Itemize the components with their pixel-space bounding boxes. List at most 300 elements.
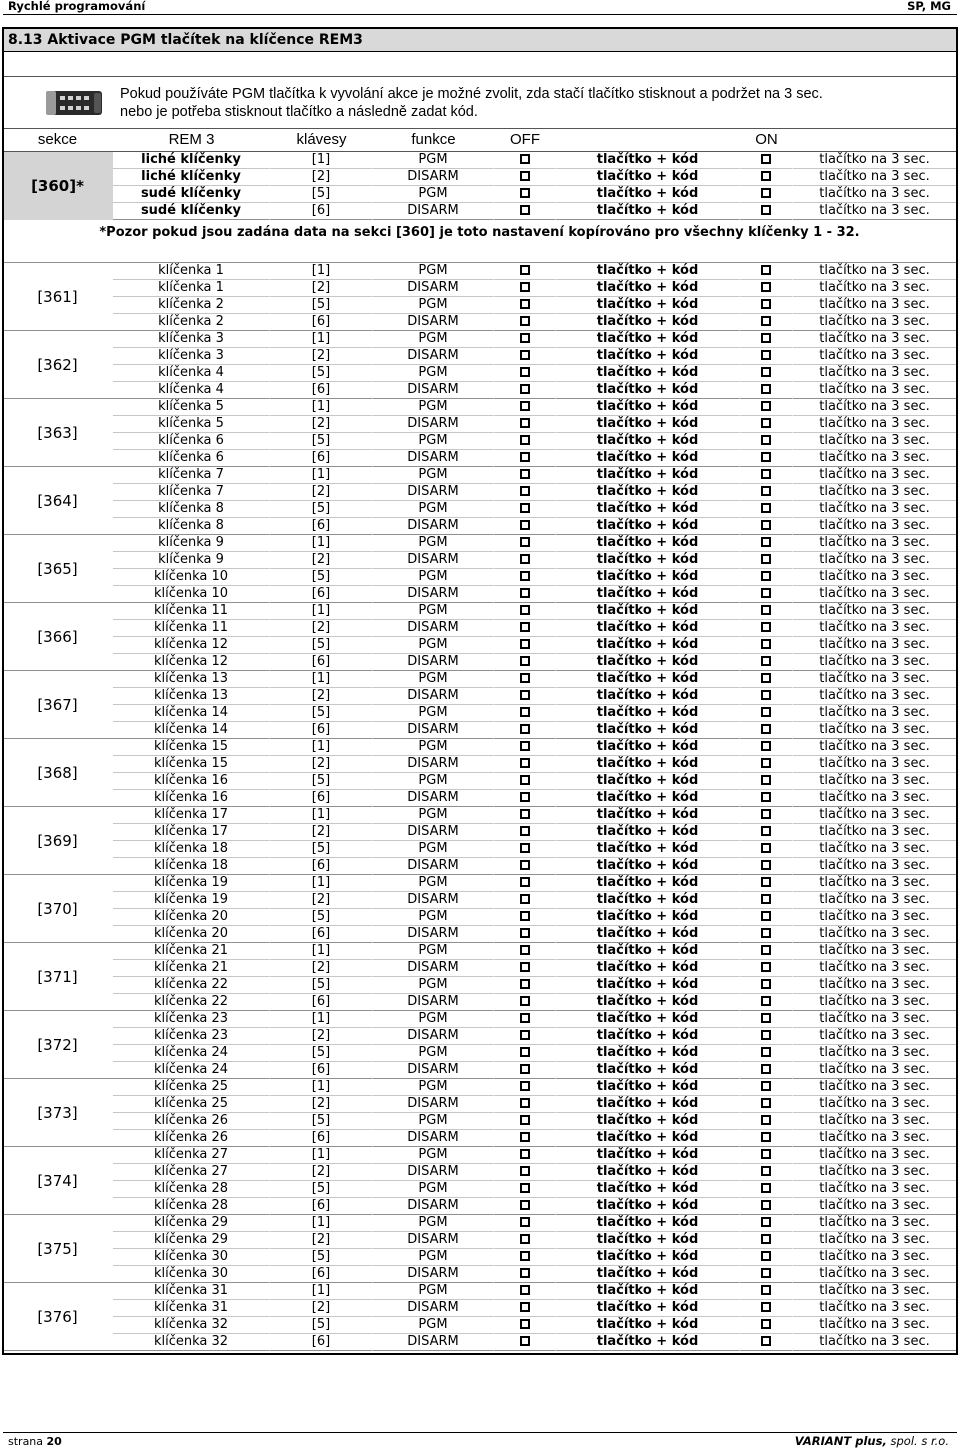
table-row bbox=[113, 433, 957, 450]
on-checkbox bbox=[761, 171, 771, 181]
table-row bbox=[113, 297, 957, 314]
table-row bbox=[113, 1164, 957, 1181]
section-group bbox=[2, 943, 957, 1011]
off-checkbox-cell bbox=[494, 1096, 556, 1113]
option-code-label: tlačítko + kód bbox=[556, 1334, 740, 1351]
on-checkbox-cell bbox=[740, 1283, 793, 1300]
off-checkbox bbox=[520, 171, 530, 181]
key-code: [2] bbox=[270, 620, 373, 637]
table-row bbox=[113, 892, 957, 909]
key-code: [2] bbox=[270, 824, 373, 841]
function-name: DISARM bbox=[373, 960, 494, 977]
on-checkbox bbox=[761, 469, 771, 479]
on-checkbox bbox=[761, 979, 771, 989]
on-checkbox bbox=[761, 911, 771, 921]
option-hold-label: tlačítko na 3 sec. bbox=[793, 688, 957, 705]
intro-line: nebo je potřeba stisknout tlačítko a následně zadat kód. bbox=[120, 104, 478, 120]
on-checkbox-cell bbox=[740, 824, 793, 841]
keyfob-name: klíčenka 25 bbox=[113, 1079, 270, 1096]
option-code-label: tlačítko + kód bbox=[556, 1283, 740, 1300]
on-checkbox bbox=[761, 792, 771, 802]
on-checkbox bbox=[761, 205, 771, 215]
key-code: [2] bbox=[270, 484, 373, 501]
off-checkbox-cell bbox=[494, 790, 556, 807]
off-checkbox-cell bbox=[494, 1249, 556, 1266]
section-rows bbox=[113, 943, 957, 1011]
column-header-on: ON bbox=[755, 131, 778, 148]
option-code-label: tlačítko + kód bbox=[556, 348, 740, 365]
on-checkbox bbox=[761, 809, 771, 819]
off-checkbox-cell bbox=[494, 152, 556, 169]
section-label: [373] bbox=[2, 1079, 113, 1147]
column-header-function: funkce bbox=[411, 131, 456, 148]
option-hold-label: tlačítko na 3 sec. bbox=[793, 433, 957, 450]
keyfob-name: klíčenka 14 bbox=[113, 722, 270, 739]
key-code: [2] bbox=[270, 960, 373, 977]
off-checkbox-cell bbox=[494, 416, 556, 433]
off-checkbox-cell bbox=[494, 875, 556, 892]
off-checkbox bbox=[520, 758, 530, 768]
on-checkbox bbox=[761, 758, 771, 768]
option-code-label: tlačítko + kód bbox=[556, 1079, 740, 1096]
option-hold-label: tlačítko na 3 sec. bbox=[793, 586, 957, 603]
off-checkbox-cell bbox=[494, 331, 556, 348]
keyfob-name: klíčenka 23 bbox=[113, 1011, 270, 1028]
on-checkbox-cell bbox=[740, 518, 793, 535]
option-hold-label: tlačítko na 3 sec. bbox=[793, 484, 957, 501]
option-hold-label: tlačítko na 3 sec. bbox=[793, 1147, 957, 1164]
option-hold-label: tlačítko na 3 sec. bbox=[793, 892, 957, 909]
keyfob-name: klíčenka 8 bbox=[113, 518, 270, 535]
option-code-label: tlačítko + kód bbox=[556, 1028, 740, 1045]
keyfob-name: klíčenka 17 bbox=[113, 824, 270, 841]
option-code-label: tlačítko + kód bbox=[556, 1011, 740, 1028]
keyfob-name: klíčenka 4 bbox=[113, 382, 270, 399]
function-name: DISARM bbox=[373, 1266, 494, 1283]
key-code: [1] bbox=[270, 331, 373, 348]
on-checkbox-cell bbox=[740, 1181, 793, 1198]
option-hold-label: tlačítko na 3 sec. bbox=[793, 399, 957, 416]
table-row bbox=[113, 620, 957, 637]
on-checkbox bbox=[761, 724, 771, 734]
key-code: [5] bbox=[270, 501, 373, 518]
key-code: [2] bbox=[270, 1300, 373, 1317]
on-checkbox bbox=[761, 877, 771, 887]
keyfob-name: klíčenka 19 bbox=[113, 892, 270, 909]
option-hold-label: tlačítko na 3 sec. bbox=[793, 739, 957, 756]
section-label: [360]* bbox=[2, 152, 113, 220]
section-rows bbox=[113, 467, 957, 535]
off-checkbox-cell bbox=[494, 263, 556, 280]
table-row bbox=[113, 1334, 957, 1351]
off-checkbox bbox=[520, 486, 530, 496]
option-hold-label: tlačítko na 3 sec. bbox=[793, 620, 957, 637]
off-checkbox-cell bbox=[494, 756, 556, 773]
option-code-label: tlačítko + kód bbox=[556, 297, 740, 314]
keyfob-name: klíčenka 28 bbox=[113, 1181, 270, 1198]
option-code-label: tlačítko + kód bbox=[556, 824, 740, 841]
off-checkbox bbox=[520, 622, 530, 632]
section-label: [368] bbox=[2, 739, 113, 807]
keyfob-name: klíčenka 22 bbox=[113, 977, 270, 994]
table-row bbox=[113, 1266, 957, 1283]
on-checkbox-cell bbox=[740, 1215, 793, 1232]
table-row bbox=[113, 365, 957, 382]
section-rows bbox=[113, 1147, 957, 1215]
off-checkbox-cell bbox=[494, 467, 556, 484]
on-checkbox bbox=[761, 656, 771, 666]
on-checkbox-cell bbox=[740, 943, 793, 960]
key-code: [6] bbox=[270, 654, 373, 671]
off-checkbox-cell bbox=[494, 1028, 556, 1045]
function-name: PGM bbox=[373, 1317, 494, 1334]
table-row bbox=[113, 1062, 957, 1079]
function-name: DISARM bbox=[373, 280, 494, 297]
keyfob-name: klíčenka 10 bbox=[113, 586, 270, 603]
off-checkbox-cell bbox=[494, 1266, 556, 1283]
on-checkbox-cell bbox=[740, 552, 793, 569]
off-checkbox bbox=[520, 333, 530, 343]
key-code: [5] bbox=[270, 637, 373, 654]
off-checkbox bbox=[520, 1251, 530, 1261]
section-label: [363] bbox=[2, 399, 113, 467]
key-code: [1] bbox=[270, 263, 373, 280]
key-code: [1] bbox=[270, 399, 373, 416]
keyfob-name: klíčenka 32 bbox=[113, 1334, 270, 1351]
off-checkbox-cell bbox=[494, 450, 556, 467]
option-code-label: tlačítko + kód bbox=[556, 280, 740, 297]
keyfob-name: klíčenka 27 bbox=[113, 1147, 270, 1164]
keyfob-name: klíčenka 7 bbox=[113, 484, 270, 501]
key-code: [6] bbox=[270, 722, 373, 739]
off-checkbox bbox=[520, 588, 530, 598]
keyfob-name: klíčenka 23 bbox=[113, 1028, 270, 1045]
option-hold-label: tlačítko na 3 sec. bbox=[793, 1232, 957, 1249]
table-row bbox=[113, 280, 957, 297]
keyfob-name: klíčenka 15 bbox=[113, 739, 270, 756]
section-group bbox=[2, 1283, 957, 1351]
section-360-block bbox=[2, 152, 957, 220]
on-checkbox-cell bbox=[740, 858, 793, 875]
keyfob-name: klíčenka 12 bbox=[113, 654, 270, 671]
function-name: PGM bbox=[373, 807, 494, 824]
function-name: PGM bbox=[373, 637, 494, 654]
option-code-label: tlačítko + kód bbox=[556, 450, 740, 467]
page-number bbox=[8, 1435, 62, 1448]
key-code: [5] bbox=[270, 841, 373, 858]
off-checkbox-cell bbox=[494, 382, 556, 399]
keyfob-name: liché klíčenky bbox=[113, 152, 270, 169]
key-code: [5] bbox=[270, 1249, 373, 1266]
key-code: [1] bbox=[270, 739, 373, 756]
off-checkbox bbox=[520, 894, 530, 904]
function-name: DISARM bbox=[373, 169, 494, 186]
table-row bbox=[113, 382, 957, 399]
off-checkbox-cell bbox=[494, 994, 556, 1011]
keyfob-name: klíčenka 30 bbox=[113, 1266, 270, 1283]
option-code-label: tlačítko + kód bbox=[556, 807, 740, 824]
section-group bbox=[2, 739, 957, 807]
off-checkbox bbox=[520, 911, 530, 921]
off-checkbox-cell bbox=[494, 1079, 556, 1096]
table-row bbox=[113, 152, 957, 169]
on-checkbox-cell bbox=[740, 263, 793, 280]
key-code: [2] bbox=[270, 1232, 373, 1249]
option-code-label: tlačítko + kód bbox=[556, 671, 740, 688]
keyfob-name: klíčenka 5 bbox=[113, 399, 270, 416]
function-name: PGM bbox=[373, 399, 494, 416]
on-checkbox-cell bbox=[740, 671, 793, 688]
on-checkbox bbox=[761, 1268, 771, 1278]
on-checkbox-cell bbox=[740, 1198, 793, 1215]
option-code-label: tlačítko + kód bbox=[556, 365, 740, 382]
off-checkbox bbox=[520, 520, 530, 530]
key-code: [5] bbox=[270, 1045, 373, 1062]
section-group bbox=[2, 331, 957, 399]
option-hold-label: tlačítko na 3 sec. bbox=[793, 1300, 957, 1317]
option-hold-label: tlačítko na 3 sec. bbox=[793, 1164, 957, 1181]
on-checkbox bbox=[761, 265, 771, 275]
section-label: [376] bbox=[2, 1283, 113, 1351]
off-checkbox-cell bbox=[494, 1147, 556, 1164]
intro-text bbox=[120, 85, 823, 121]
section-rows bbox=[113, 603, 957, 671]
option-code-label: tlačítko + kód bbox=[556, 152, 740, 169]
option-code-label: tlačítko + kód bbox=[556, 484, 740, 501]
table-row bbox=[113, 1028, 957, 1045]
option-hold-label: tlačítko na 3 sec. bbox=[793, 416, 957, 433]
option-code-label: tlačítko + kód bbox=[556, 1045, 740, 1062]
keyfob-name: klíčenka 8 bbox=[113, 501, 270, 518]
column-header-spacer bbox=[793, 129, 957, 151]
function-name: PGM bbox=[373, 977, 494, 994]
key-code: [2] bbox=[270, 1096, 373, 1113]
function-name: PGM bbox=[373, 1283, 494, 1300]
keyfob-name: klíčenka 4 bbox=[113, 365, 270, 382]
table-row bbox=[113, 1130, 957, 1147]
option-hold-label: tlačítko na 3 sec. bbox=[793, 773, 957, 790]
off-checkbox bbox=[520, 826, 530, 836]
table-row bbox=[113, 807, 957, 824]
on-checkbox bbox=[761, 1183, 771, 1193]
on-checkbox-cell bbox=[740, 1028, 793, 1045]
off-checkbox-cell bbox=[494, 1164, 556, 1181]
option-hold-label: tlačítko na 3 sec. bbox=[793, 1096, 957, 1113]
keyfob-name: klíčenka 11 bbox=[113, 603, 270, 620]
option-code-label: tlačítko + kód bbox=[556, 960, 740, 977]
section-label: [361] bbox=[2, 263, 113, 331]
option-hold-label: tlačítko na 3 sec. bbox=[793, 1283, 957, 1300]
function-name: PGM bbox=[373, 773, 494, 790]
key-code: [2] bbox=[270, 892, 373, 909]
keyfob-name: klíčenka 32 bbox=[113, 1317, 270, 1334]
key-code: [6] bbox=[270, 994, 373, 1011]
section-group bbox=[2, 1147, 957, 1215]
option-hold-label: tlačítko na 3 sec. bbox=[793, 382, 957, 399]
table-row bbox=[113, 552, 957, 569]
column-header-spacer bbox=[556, 129, 740, 151]
on-checkbox bbox=[761, 537, 771, 547]
keyfob-name: klíčenka 1 bbox=[113, 280, 270, 297]
off-checkbox bbox=[520, 1268, 530, 1278]
option-hold-label: tlačítko na 3 sec. bbox=[793, 824, 957, 841]
off-checkbox bbox=[520, 1319, 530, 1329]
off-checkbox bbox=[520, 724, 530, 734]
intro-line: Pokud používáte PGM tlačítka k vyvolání akce je možné zvolit, zda stačí tlačítko stisknout a podržet na 3 sec. bbox=[120, 86, 823, 102]
option-hold-label: tlačítko na 3 sec. bbox=[793, 569, 957, 586]
on-checkbox bbox=[761, 1132, 771, 1142]
keyfob-name: klíčenka 17 bbox=[113, 807, 270, 824]
option-code-label: tlačítko + kód bbox=[556, 620, 740, 637]
on-checkbox bbox=[761, 1013, 771, 1023]
section-rows bbox=[113, 331, 957, 399]
option-hold-label: tlačítko na 3 sec. bbox=[793, 348, 957, 365]
section-group bbox=[2, 1011, 957, 1079]
key-code: [2] bbox=[270, 552, 373, 569]
table-row bbox=[113, 1215, 957, 1232]
on-checkbox bbox=[761, 503, 771, 513]
key-code: [6] bbox=[270, 518, 373, 535]
option-code-label: tlačítko + kód bbox=[556, 603, 740, 620]
option-hold-label: tlačítko na 3 sec. bbox=[793, 841, 957, 858]
on-checkbox-cell bbox=[740, 960, 793, 977]
keyfob-name: klíčenka 20 bbox=[113, 926, 270, 943]
option-code-label: tlačítko + kód bbox=[556, 892, 740, 909]
on-checkbox-cell bbox=[740, 467, 793, 484]
on-checkbox bbox=[761, 299, 771, 309]
table-row bbox=[113, 314, 957, 331]
on-checkbox bbox=[761, 1251, 771, 1261]
option-hold-label: tlačítko na 3 sec. bbox=[793, 1215, 957, 1232]
option-code-label: tlačítko + kód bbox=[556, 790, 740, 807]
keyfob-name: klíčenka 28 bbox=[113, 1198, 270, 1215]
on-checkbox bbox=[761, 843, 771, 853]
option-hold-label: tlačítko na 3 sec. bbox=[793, 926, 957, 943]
key-code: [1] bbox=[270, 1283, 373, 1300]
option-code-label: tlačítko + kód bbox=[556, 1232, 740, 1249]
function-name: DISARM bbox=[373, 1334, 494, 1351]
section-rows bbox=[113, 399, 957, 467]
table-row bbox=[113, 535, 957, 552]
off-checkbox bbox=[520, 1166, 530, 1176]
on-checkbox bbox=[761, 860, 771, 870]
off-checkbox-cell bbox=[494, 501, 556, 518]
key-code: [1] bbox=[270, 603, 373, 620]
off-checkbox-cell bbox=[494, 1181, 556, 1198]
keyfob-name: klíčenka 21 bbox=[113, 943, 270, 960]
key-code: [6] bbox=[270, 450, 373, 467]
option-hold-label: tlačítko na 3 sec. bbox=[793, 280, 957, 297]
key-code: [2] bbox=[270, 169, 373, 186]
keyfob-name: klíčenka 12 bbox=[113, 637, 270, 654]
key-code: [2] bbox=[270, 280, 373, 297]
off-checkbox bbox=[520, 673, 530, 683]
key-code: [6] bbox=[270, 1334, 373, 1351]
function-name: DISARM bbox=[373, 1232, 494, 1249]
keyfob-name: klíčenka 18 bbox=[113, 858, 270, 875]
function-name: DISARM bbox=[373, 926, 494, 943]
option-hold-label: tlačítko na 3 sec. bbox=[793, 263, 957, 280]
keyfob-name: liché klíčenky bbox=[113, 169, 270, 186]
option-hold-label: tlačítko na 3 sec. bbox=[793, 450, 957, 467]
off-checkbox bbox=[520, 367, 530, 377]
option-hold-label: tlačítko na 3 sec. bbox=[793, 1181, 957, 1198]
on-checkbox-cell bbox=[740, 1249, 793, 1266]
key-code: [5] bbox=[270, 569, 373, 586]
section-label: [374] bbox=[2, 1147, 113, 1215]
section-rows bbox=[113, 671, 957, 739]
option-hold-label: tlačítko na 3 sec. bbox=[793, 671, 957, 688]
on-checkbox bbox=[761, 622, 771, 632]
table-row bbox=[113, 186, 957, 203]
off-checkbox bbox=[520, 1234, 530, 1244]
keyfob-name: klíčenka 11 bbox=[113, 620, 270, 637]
keyfob-name: klíčenka 3 bbox=[113, 348, 270, 365]
keyfob-name: klíčenka 7 bbox=[113, 467, 270, 484]
off-checkbox bbox=[520, 996, 530, 1006]
on-checkbox-cell bbox=[740, 416, 793, 433]
off-checkbox-cell bbox=[494, 399, 556, 416]
off-checkbox-cell bbox=[494, 705, 556, 722]
section-rows bbox=[113, 1011, 957, 1079]
key-code: [5] bbox=[270, 433, 373, 450]
on-checkbox-cell bbox=[740, 186, 793, 203]
option-hold-label: tlačítko na 3 sec. bbox=[793, 875, 957, 892]
on-checkbox-cell bbox=[740, 926, 793, 943]
off-checkbox-cell bbox=[494, 484, 556, 501]
key-code: [2] bbox=[270, 416, 373, 433]
function-name: PGM bbox=[373, 1045, 494, 1062]
key-code: [1] bbox=[270, 875, 373, 892]
off-checkbox bbox=[520, 384, 530, 394]
off-checkbox-cell bbox=[494, 365, 556, 382]
section-rows bbox=[113, 739, 957, 807]
on-checkbox bbox=[761, 1319, 771, 1329]
key-code: [5] bbox=[270, 186, 373, 203]
table-row bbox=[113, 960, 957, 977]
function-name: PGM bbox=[373, 671, 494, 688]
off-checkbox-cell bbox=[494, 620, 556, 637]
section-label: [364] bbox=[2, 467, 113, 535]
off-checkbox bbox=[520, 1217, 530, 1227]
on-checkbox bbox=[761, 350, 771, 360]
option-code-label: tlačítko + kód bbox=[556, 688, 740, 705]
option-code-label: tlačítko + kód bbox=[556, 977, 740, 994]
off-checkbox-cell bbox=[494, 671, 556, 688]
off-checkbox-cell bbox=[494, 841, 556, 858]
table-row bbox=[113, 501, 957, 518]
on-checkbox-cell bbox=[740, 875, 793, 892]
option-code-label: tlačítko + kód bbox=[556, 1147, 740, 1164]
section-rows bbox=[113, 875, 957, 943]
option-code-label: tlačítko + kód bbox=[556, 1113, 740, 1130]
function-name: DISARM bbox=[373, 1164, 494, 1181]
off-checkbox-cell bbox=[494, 314, 556, 331]
section-title: 8.13 Aktivace PGM tlačítek na klíčence REM3 bbox=[2, 27, 958, 52]
on-checkbox-cell bbox=[740, 501, 793, 518]
option-hold-label: tlačítko na 3 sec. bbox=[793, 603, 957, 620]
off-checkbox bbox=[520, 690, 530, 700]
on-checkbox bbox=[761, 520, 771, 530]
on-checkbox bbox=[761, 154, 771, 164]
option-hold-label: tlačítko na 3 sec. bbox=[793, 994, 957, 1011]
on-checkbox-cell bbox=[740, 892, 793, 909]
option-code-label: tlačítko + kód bbox=[556, 1300, 740, 1317]
off-checkbox bbox=[520, 1081, 530, 1091]
key-code: [6] bbox=[270, 1266, 373, 1283]
off-checkbox-cell bbox=[494, 1215, 556, 1232]
keyfob-name: klíčenka 6 bbox=[113, 450, 270, 467]
